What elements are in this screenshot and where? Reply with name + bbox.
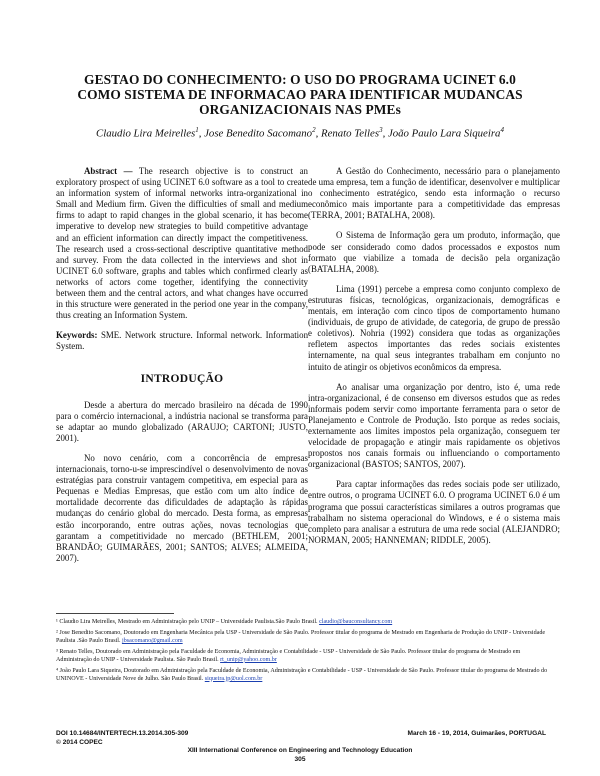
footnote-text: ³ Renato Telles, Doutorado em Administração pela Faculdade de Economia, Administração e Contabilidade - USP - Universidade de São Paulo. Professor titular do programa de Mestrado em Administração do UNIP - Universidade Paulista. São Paulo Brasil. [56,648,521,663]
footnote-text: ² Jose Benedito Sacomano, Doutorado em Engenharia Mecânica pela USP - Universidade de São Paulo. Professor titular do programa de Mestrado em Engenharia de Produção do UNIP - Universidade Paulista .São Paulo Brasil. [56,629,546,644]
body-paragraph: Lima (1991) percebe a empresa como conjunto complexo de estruturas físicas, tecnológicas, organizacionais, demográficas e mentais, em interação com cinco tipos de comportamento humano (individuais, de grupo de atividade, de categoria, de grupo de pressão e coletivos). Nohria (1992) considera que todas as organizações refletem aspectos importantes das redes sociais existentes internamente, na qual seus integrantes trabalham em conjunto no intuito de atingir os objetivos econômicos da empresa. [308,283,560,372]
author-name: João Paulo Lara Siqueira [387,127,501,140]
author-name: Claudio Lira Meirelles [96,127,196,140]
keywords [56,330,308,352]
footer-doi-block [56,730,188,747]
footnote-email-link[interactable]: claudio@bauconsultancy.com [319,619,393,625]
author-sup: 4 [500,126,504,134]
footnote [56,667,556,683]
body-paragraph: No novo cenário, com a concorrência de empresas internacionais, torno-u-se imprescindível o desenvolvimento de novas estratégias para construir vantagem competitiva, em especial para as Pequenas e Medias Empresas, que estão com um alto índice de mortalidade decorrente das dificuldades de adaptação às rápidas mudanças do cenário global do mercado. Desta forma, as empresas estão incorporando, entre outras ações, novas tecnologias que garantam a competitividade no mercado (BETHLEM, 2001; BRANDÃO; GUIMARÃES, 2001; SANTOS; ALVES; ALMEIDA, 2007). [56,452,308,563]
body-paragraph: O Sistema de Informação gera um produto, informação, que pode ser considerado como dados processados e expostos num formato que viabilize a tomada de decisão pela organização (BATALHA, 2008). [308,230,560,274]
doi-text: DOI 10.14684/INTERTECH.13.2014.305-309 [56,730,189,737]
abstract [56,166,308,321]
copyright-text: © 2014 COPEC [56,738,103,746]
author-name: Renato Telles [320,127,380,140]
title-line: GESTAO DO CONHECIMENTO: O USO DO PROGRAMA UCINET 6.0 [84,72,516,87]
abstract-text: The research objective is to construct an exploratory prospect of using UCINET 6.0 software as a tool to create an information system of informal networks intra-organizational in Small and Medium firm. Given the difficulties of small and medium firms to adapt to rapid changes in the global scenario, it has become imperative to develop new strategies to build competitive advantage and an efficient information can directly impact the competitiveness. The research used a cross-sectional descriptive quantitative method and survey. From the data collected in the interviews and shot in UCINET 6.0 software, graphs and tables which confirmed clearly as networks of actors come together, identifying the connectivity between them and the central actors, and what changes have occurred in this structure were generated in the period one year in the company, thus creating an Information System. [56,166,308,321]
footnote [56,618,556,626]
body-paragraph: Desde a abertura do mercado brasileiro na década de 1990 para o comércio internacional, a indústria nacional se transforma para se adaptar ao mundo globalizado (ARAUJO; CARTONI; JUSTO, 2001). [56,399,308,443]
author-sup: 3 [379,126,383,134]
title-line: ORGANIZACIONAIS NAS PMEs [199,102,401,117]
footnote-text: ¹ Claudio Lira Meirelles, Mestrado em Administração pelo UNIP – Universidade Paulista.São Paulo Brasil. [56,619,320,625]
footnote-email-link[interactable]: rt_unip@yahoo.com.br [220,656,277,663]
body-paragraph: A Gestão do Conhecimento, necessário para o planejamento de uma empresa, tem a função de identificar, desenvolver e multiplicar o conhecimento estratégico, sendo esta informação o recurso econômico mais importante para a competitividade das empresas (TERRA, 2001; BATALHA, 2008). [308,166,560,221]
keywords-label: Keywords: [56,330,98,341]
paper-title [40,72,560,117]
footnotes [56,618,556,685]
footer-date-place: March 16 - 19, 2014, Guimarães, PORTUGAL [407,730,546,737]
page-number: 305 [294,756,306,763]
body-paragraph: Para captar informações das redes sociais pode ser utilizado, entre outros, o programa UCINET 6.0. O programa UCINET 6.0 é um programa que possui características similares a outros programas que trabalham no sistema operacional do Windows, e é o sistema mais completo para analisar a estrutura de uma rede social (ALEJANDRO; NORMAN, 2005; HANNEMAN; RIDDLE, 2005). [308,479,560,545]
footnote-email-link[interactable]: jbsacomano@gmail.com [122,637,183,644]
footnote [56,629,556,645]
author-sup: 1 [195,126,199,134]
left-column [56,166,308,564]
title-line: COMO SISTEMA DE INFORMACAO PARA IDENTIFICAR MUDANCAS [77,87,523,102]
abstract-label: Abstract — [84,166,133,176]
footnote [56,648,556,664]
section-heading-introduction: INTRODUÇÃO [140,372,224,385]
author-name: Jose Benedito Sacomano [204,127,313,140]
keywords-text: SME. Network structure. Informal network. Information System. [56,330,309,352]
right-column [308,166,560,546]
author-list: Claudio Lira Meirelles$^1$, Jose Benedito Sacomano$^2$, Renato Telles$^3$, João Paulo Lara Siqueira$^4$ [96,126,504,140]
author-sup: 2 [312,126,316,134]
footnote-email-link[interactable]: siqueira.jp@uol.com.br [204,675,263,682]
footnote-text: ⁴ João Paulo Lara Siqueira, Doutorado em Administração pela Faculdade de Economia, Administração e Contabilidade - USP - Universidade de São Paulo. Professor titular do programa de Mestrado do UNINOVE - Universidade Nove de Julho. São Paulo Brasil. [56,667,548,682]
footnote-divider [56,613,174,614]
body-paragraph: Ao analisar uma organização por dentro, isto é, uma rede intra-organizacional, é de consenso em diversos estudos que as redes informais podem servir como importante ferramenta para o setor de Planejamento e Controle de Produção. Isto porque as redes sociais, externamente aos limites impostos pela organização, conseguem ter velocidade de propagação e atingir mais rapidamente os objetivos propostos nos canais formais ou influenciando o comportamento organizacional (BASTOS; SANTOS, 2007). [308,381,560,470]
footer-conference: XIII International Conference on Engineering and Technology Education [187,747,413,754]
